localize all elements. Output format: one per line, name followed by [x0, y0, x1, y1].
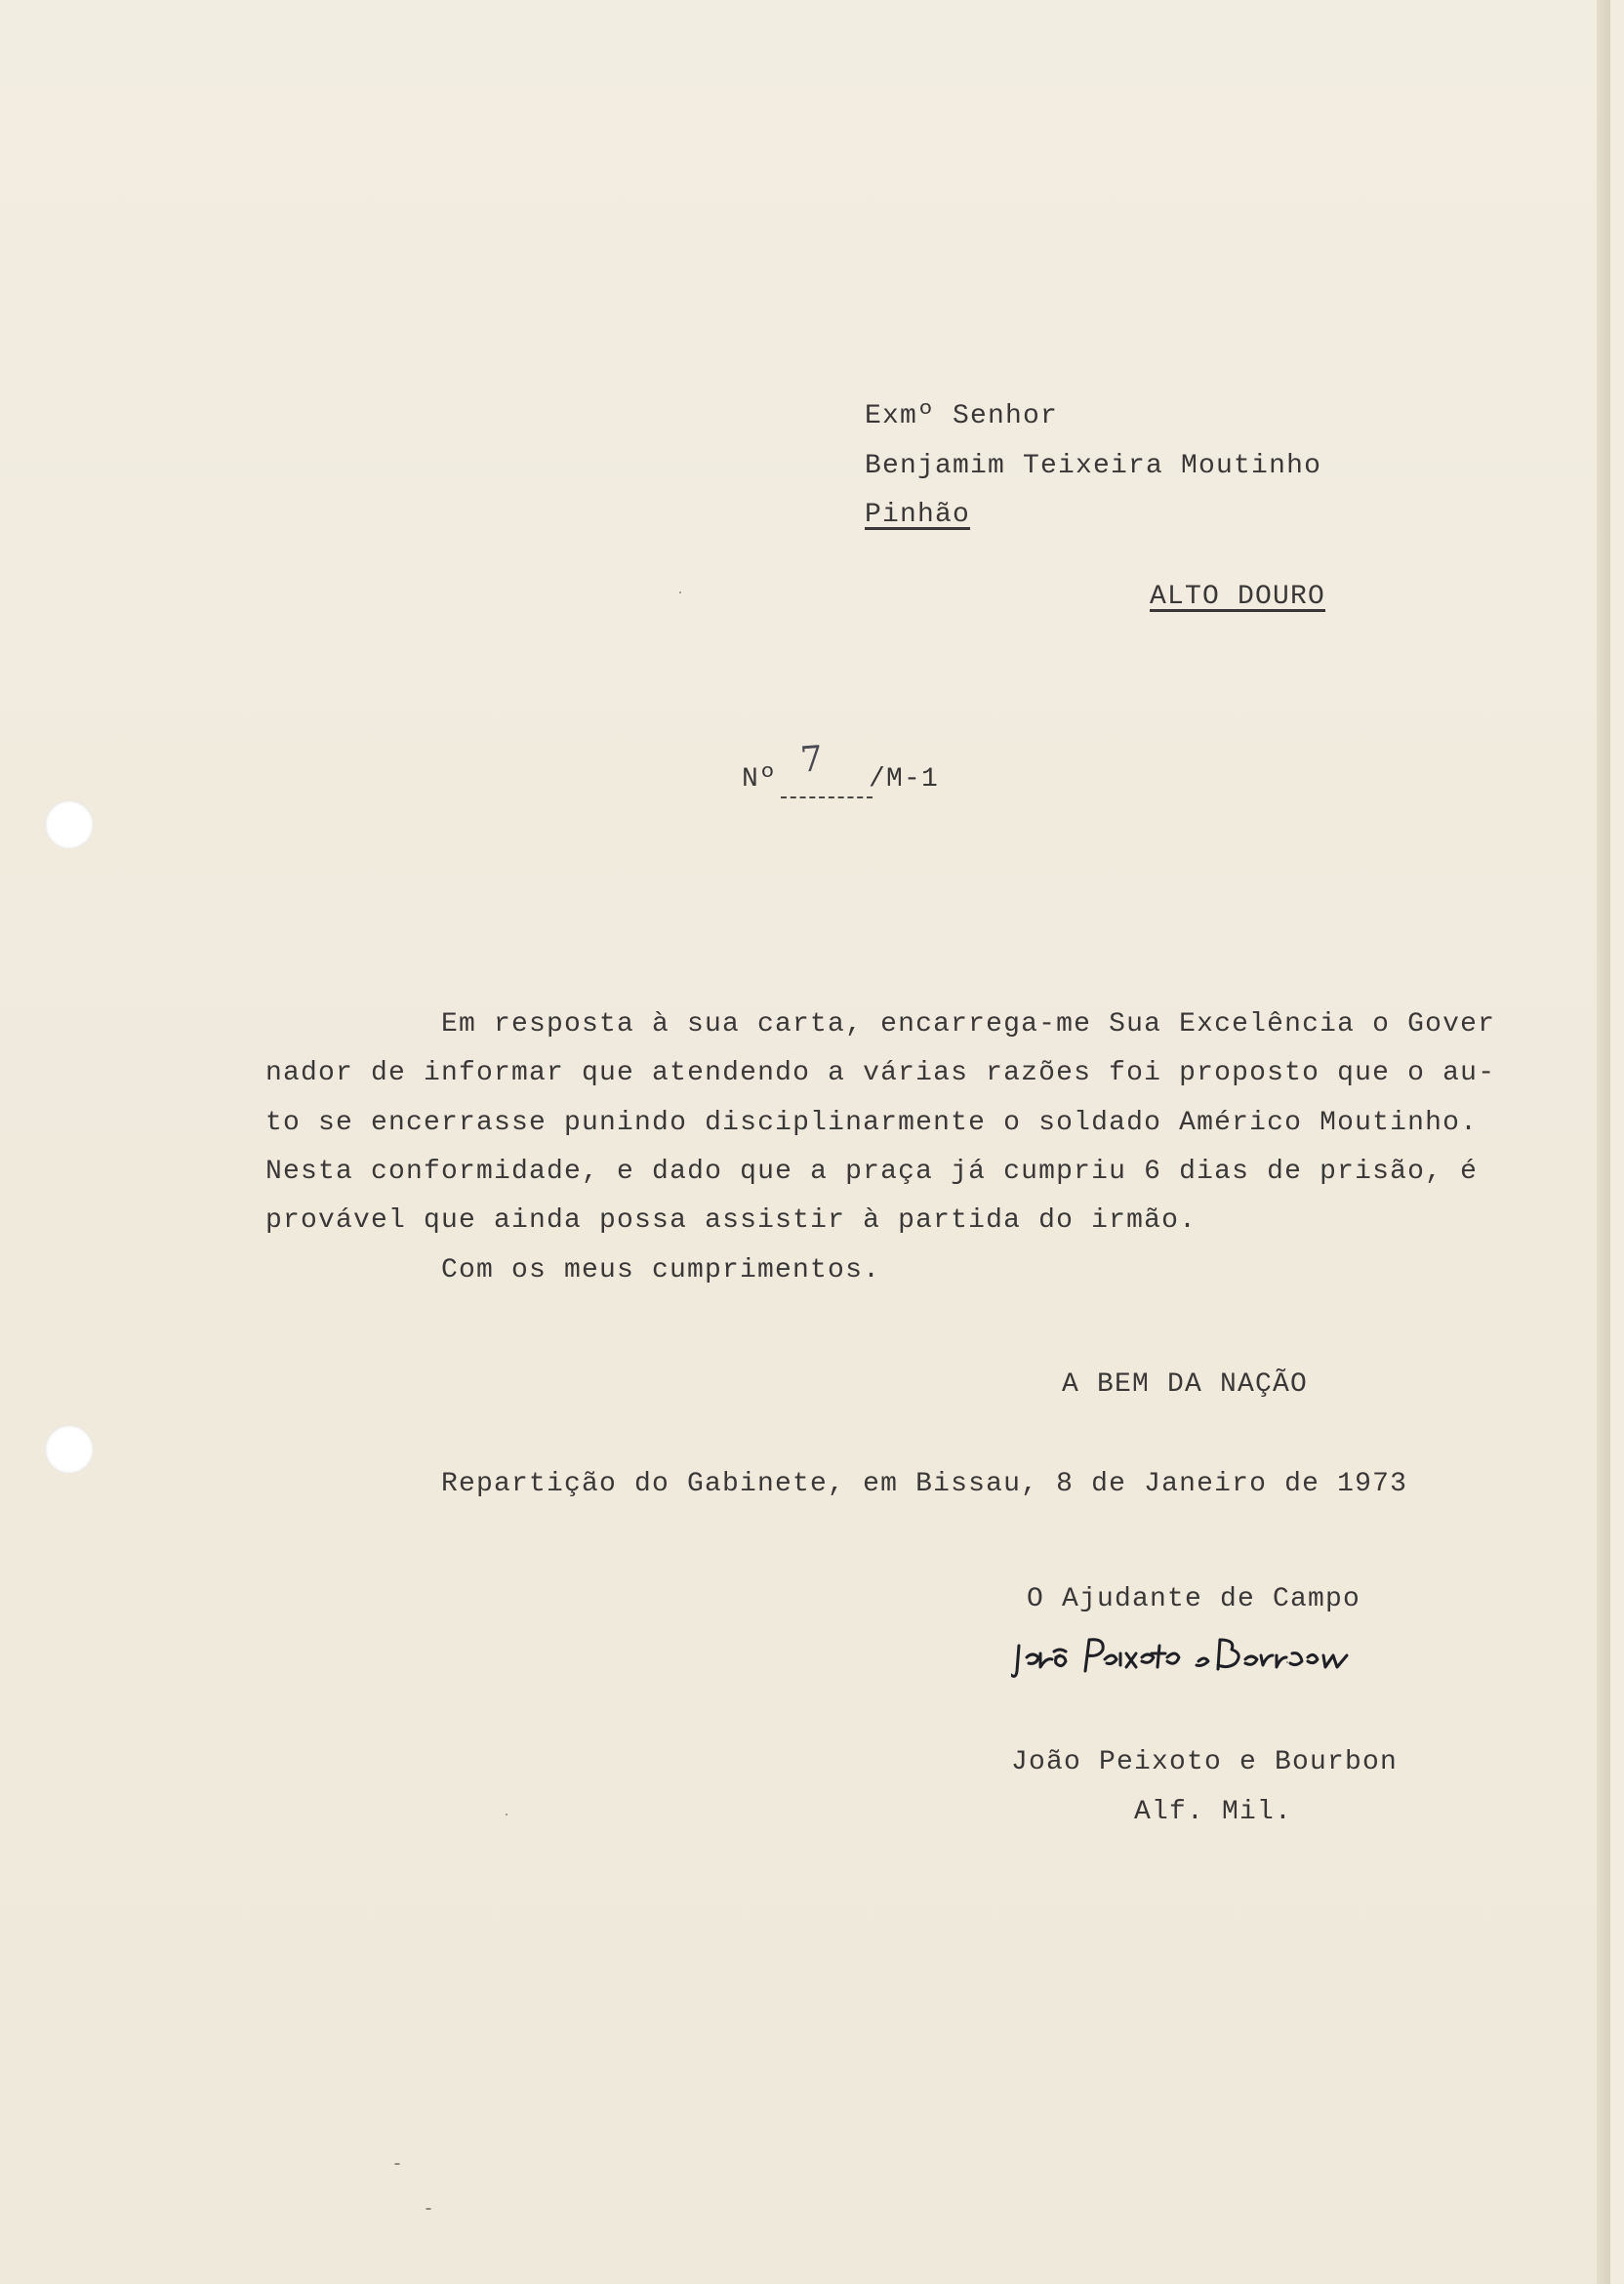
paper-speck [426, 2208, 431, 2210]
paper-speck [506, 1814, 508, 1815]
reference-fill-line [781, 796, 873, 798]
recipient-salutation: Exmº Senhor [865, 401, 1059, 431]
page-edge [1597, 0, 1610, 2284]
reference-suffix: /M-1 [869, 764, 940, 795]
reference-number: 7 [798, 739, 825, 781]
paper-speck [679, 591, 681, 593]
body-line: provável que ainda possa assistir à partida do irmão. [265, 1205, 1198, 1236]
handwritten-signature [1011, 1624, 1362, 1693]
recipient-name: Benjamim Teixeira Moutinho [865, 451, 1322, 481]
signature-role: O Ajudante de Campo [1027, 1584, 1361, 1614]
punch-hole [45, 800, 94, 849]
closing-line: Com os meus cumprimentos. [441, 1255, 881, 1285]
paper-speck [394, 2163, 400, 2165]
motto: A BEM DA NAÇÃO [1062, 1369, 1309, 1400]
punch-hole [45, 1425, 94, 1474]
reference-prefix: Nº [742, 764, 778, 795]
signatory-rank: Alf. Mil. [1134, 1797, 1293, 1827]
signatory-name: João Peixoto e Bourbon [1011, 1747, 1399, 1777]
body-line: nador de informar que atendendo a várias razões foi proposto que o au- [265, 1058, 1496, 1088]
paper-speck [1286, 1661, 1288, 1663]
body-line: Em resposta à sua carta, encarrega-me Sua Excelência o Gover [441, 1009, 1496, 1040]
body-line: Nesta conformidade, e dado que a praça já cumpriu 6 dias de prisão, é [265, 1157, 1479, 1187]
place-date: Repartição do Gabinete, em Bissau, 8 de Janeiro de 1973 [441, 1469, 1408, 1499]
body-line: to se encerrasse punindo disciplinarmente o soldado Américo Moutinho. [265, 1108, 1479, 1138]
recipient-region: ALTO DOURO [1150, 582, 1326, 612]
recipient-town: Pinhão [865, 500, 971, 530]
